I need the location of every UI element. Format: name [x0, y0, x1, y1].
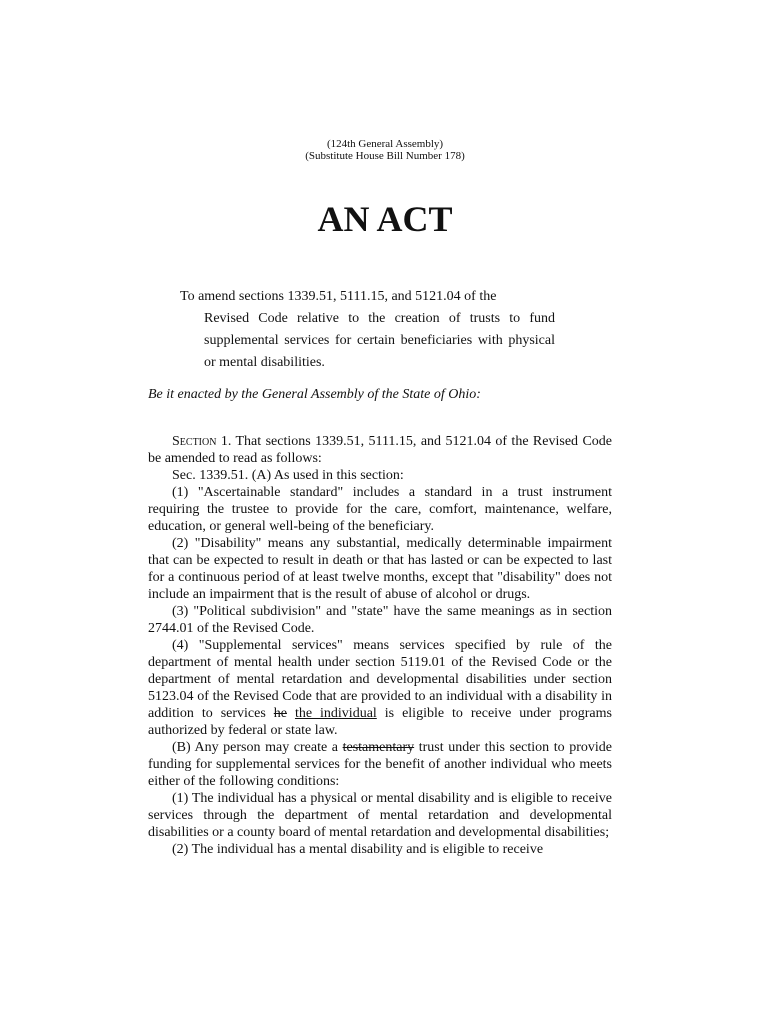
struck-text: he — [273, 706, 287, 721]
purpose-first-line: To amend sections 1339.51, 5111.15, and 5121.04 of the — [180, 289, 497, 304]
definition-1: (1) "Ascertainable standard" includes a standard in a trust instrument requiring the trustee to provide for the care, comfort, maintenance, welfare, education, or general well-being of the beneficiary. — [148, 485, 612, 534]
division-b — [148, 739, 612, 790]
bill-body — [148, 433, 612, 858]
division-b-text-a: (B) Any person may create a — [172, 740, 343, 755]
division-b-text-b: trust under this section to provide funding for supplemental services for the benefit of another individual who meets either of the following conditions: — [148, 740, 612, 789]
definition-4-text-b: is eligible to receive under programs authorized by federal or state law. — [148, 706, 612, 738]
enacting-clause: Be it enacted by the General Assembly of the State of Ohio: — [148, 387, 481, 402]
purpose-continuation: Revised Code relative to the creation of trusts to fund supplemental services for certain beneficiaries with physical or mental disabilities. — [204, 311, 555, 370]
act-purpose — [180, 286, 555, 374]
section-text: 1. That sections 1339.51, 5111.15, and 5121.04 of the Revised Code be amended to read as follows: — [148, 434, 612, 466]
condition-1: (1) The individual has a physical or mental disability and is eligible to receive services through the department of mental retardation and developmental disabilities or a county board of mental retardation and developmental disabilities; — [148, 791, 612, 840]
assembly-line: (124th General Assembly) — [326, 138, 444, 150]
inserted-text: the individual — [294, 706, 377, 721]
bill-header — [0, 138, 770, 162]
sec-heading: Sec. 1339.51. (A) As used in this section: — [172, 468, 404, 483]
definition-4-text-a: (4) "Supplemental services" means services specified by rule of the department of mental health under section 5119.01 of the Revised Code or the department of mental retardation and developmental disabilities under section 5123.04 of the Revised Code that are provided to an individual with a disability in addition to services — [148, 638, 612, 721]
act-title: AN ACT — [317, 199, 453, 239]
definition-2: (2) "Disability" means any substantial, medically determinable impairment that can be expected to result in death or that has lasted or can be expected to last for a continuous period of at least twelve months, except that "disability" does not include an impairment that is the result of abuse of alcohol or drugs. — [148, 536, 612, 602]
definition-3: (3) "Political subdivision" and "state" have the same meanings as in section 2744.01 of the Revised Code. — [148, 604, 612, 636]
condition-2: (2) The individual has a mental disability and is eligible to receive — [172, 842, 544, 857]
bill-number-line: (Substitute House Bill Number 178) — [305, 150, 465, 162]
section-label: Section — [172, 434, 217, 449]
definition-4 — [148, 637, 612, 739]
struck-text: testamentary — [342, 740, 415, 755]
section-1-paragraph — [148, 433, 612, 467]
